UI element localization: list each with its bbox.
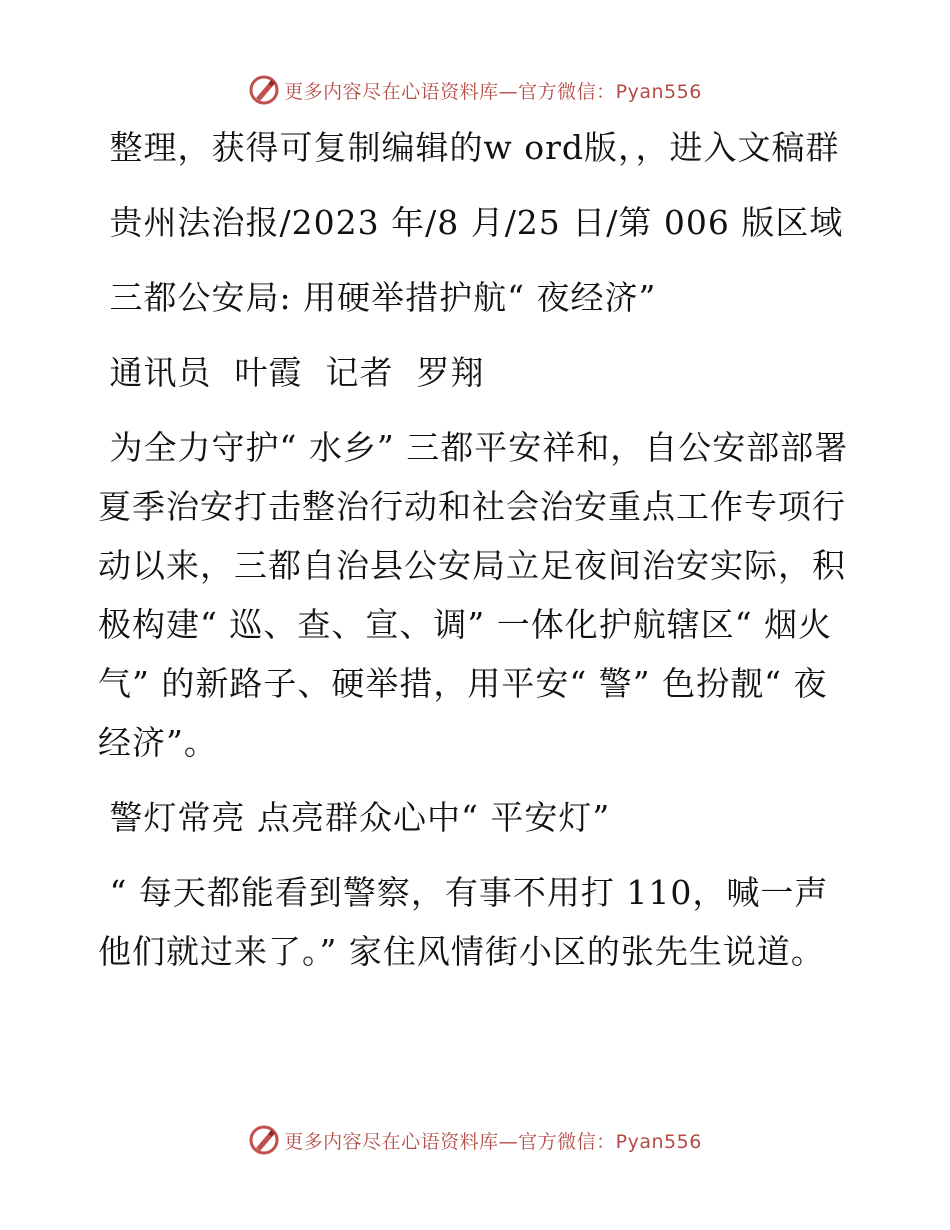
header-watermark [0,70,950,110]
byline: 通讯员 叶霞 记者 罗翔 [98,353,485,392]
lead-paragraph: 为全力守护“ 水乡” 三都平安祥和，自公安部部署夏季治安打击整治行动和社会治安重点工作专项行动以来，三都自治县公安局立足夜间治安实际，积极构建“ 巡、查、宣、调” 一体化护航辖区“ 烟火气” 的新路子、硬举措，用平安“ 警” 色扮靓“ 夜经济”。 [98,428,849,762]
intro-paragraph: 整理，获得可复制编辑的w ord版，，进入文稿群 [98,128,840,167]
section-heading: 警灯常亮 点亮群众心中“ 平安灯” [98,798,611,837]
quote-paragraph: “ 每天都能看到警察，有事不用打 110，喊一声他们就过来了。” 家住风情街小区的张先生说道。 [98,873,829,971]
article-headline: 三都公安局: 用硬举措护航“ 夜经济” [98,278,657,317]
source-line: 贵州法治报/2023 年/8 月/25 日/第 006 版区域 [98,203,844,242]
pen-logo-icon [248,74,280,106]
document-body [98,118,858,997]
watermark-text: 更多内容尽在心语资料库—官方微信：Pyan556 [284,1130,702,1153]
pen-logo-icon [248,1124,280,1156]
watermark-text: 更多内容尽在心语资料库—官方微信：Pyan556 [284,80,702,103]
footer-watermark [0,1120,950,1160]
